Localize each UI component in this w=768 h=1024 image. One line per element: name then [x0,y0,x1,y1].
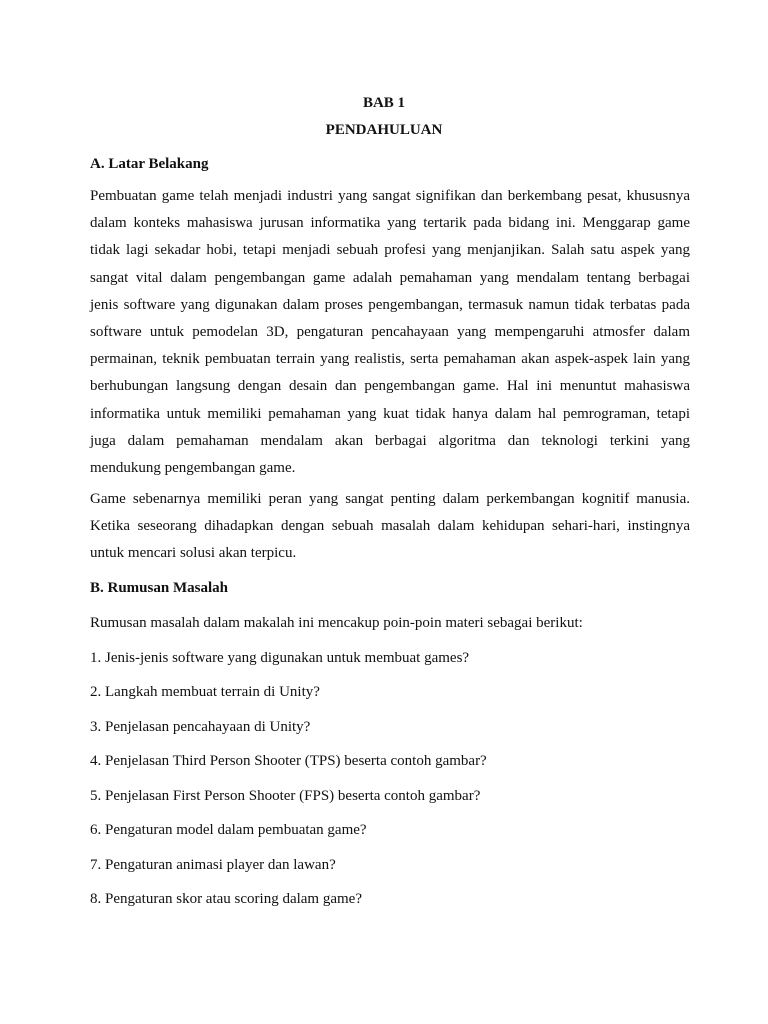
section-a-paragraph-1 [90,183,690,482]
paragraph-line: software untuk pemodelan 3D, pengaturan pencahayaan yang mempengaruhi atmosfer dalam [90,323,690,340]
paragraph-line: untuk mencari solusi akan terpicu. [90,545,297,562]
section-a-heading: A. Latar Belakang [90,156,209,172]
paragraph-line: jenis software yang digunakan dalam proses pengembangan, termasuk namun tidak terbatas pada [90,296,690,313]
list-item: 1. Jenis-jenis software yang digunakan untuk membuat games? [90,650,470,666]
list-item: 8. Pengaturan skor atau scoring dalam game? [90,891,362,907]
chapter-number: BAB 1 [362,95,406,111]
paragraph-line: berhubungan langsung dengan desain dan pengembangan game. Hal ini menuntut mahasiswa [90,378,690,395]
section-b-intro: Rumusan masalah dalam makalah ini mencakup poin-poin materi sebagai berikut: [90,615,583,631]
paragraph-line: dalam konteks mahasiswa jurusan informatika yang tertarik pada bidang ini. Menggarap game [90,215,690,232]
list-item: 7. Pengaturan animasi player dan lawan? [90,857,336,873]
chapter-title: PENDAHULUAN [325,122,443,138]
paragraph-line: tidak lagi sekadar hobi, tetapi menjadi sebuah profesi yang menjanjikan. Salah satu aspek yang [90,242,690,259]
list-item: 5. Penjelasan First Person Shooter (FPS) beserta contoh gambar? [90,788,481,804]
paragraph-line: informatika untuk memiliki pemahaman yang kuat tidak hanya dalam hal pemrograman, tetapi [90,405,690,422]
paragraph-line: juga dalam pemahaman mendalam akan berbagai algoritma dan teknologi terkini yang [90,432,690,449]
paragraph-line: Pembuatan game telah menjadi industri yang sangat signifikan dan berkembang pesat, khususnya [90,188,690,204]
section-b-heading: B. Rumusan Masalah [90,580,228,596]
paragraph-line: mendukung pengembangan game. [90,459,296,476]
section-a-paragraph-2 [90,486,690,568]
list-item: 6. Pengaturan model dalam pembuatan game? [90,822,367,838]
paragraph-line: Game sebenarnya memiliki peran yang sangat penting dalam perkembangan kognitif manusia. [90,491,690,507]
list-item: 3. Penjelasan pencahayaan di Unity? [90,719,311,735]
list-item: 2. Langkah membuat terrain di Unity? [90,684,320,700]
paragraph-line: Ketika seseorang dihadapkan dengan sebuah masalah dalam kehidupan sehari-hari, instingnya [90,518,690,535]
paragraph-line: permainan, teknik pembuatan terrain yang realistis, serta pemahaman akan aspek-aspek lain yang [90,351,690,368]
paragraph-line: sangat vital dalam pengembangan game adalah pemahaman yang mendalam tentang berbagai [90,269,690,286]
list-item: 4. Penjelasan Third Person Shooter (TPS) beserta contoh gambar? [90,753,487,769]
